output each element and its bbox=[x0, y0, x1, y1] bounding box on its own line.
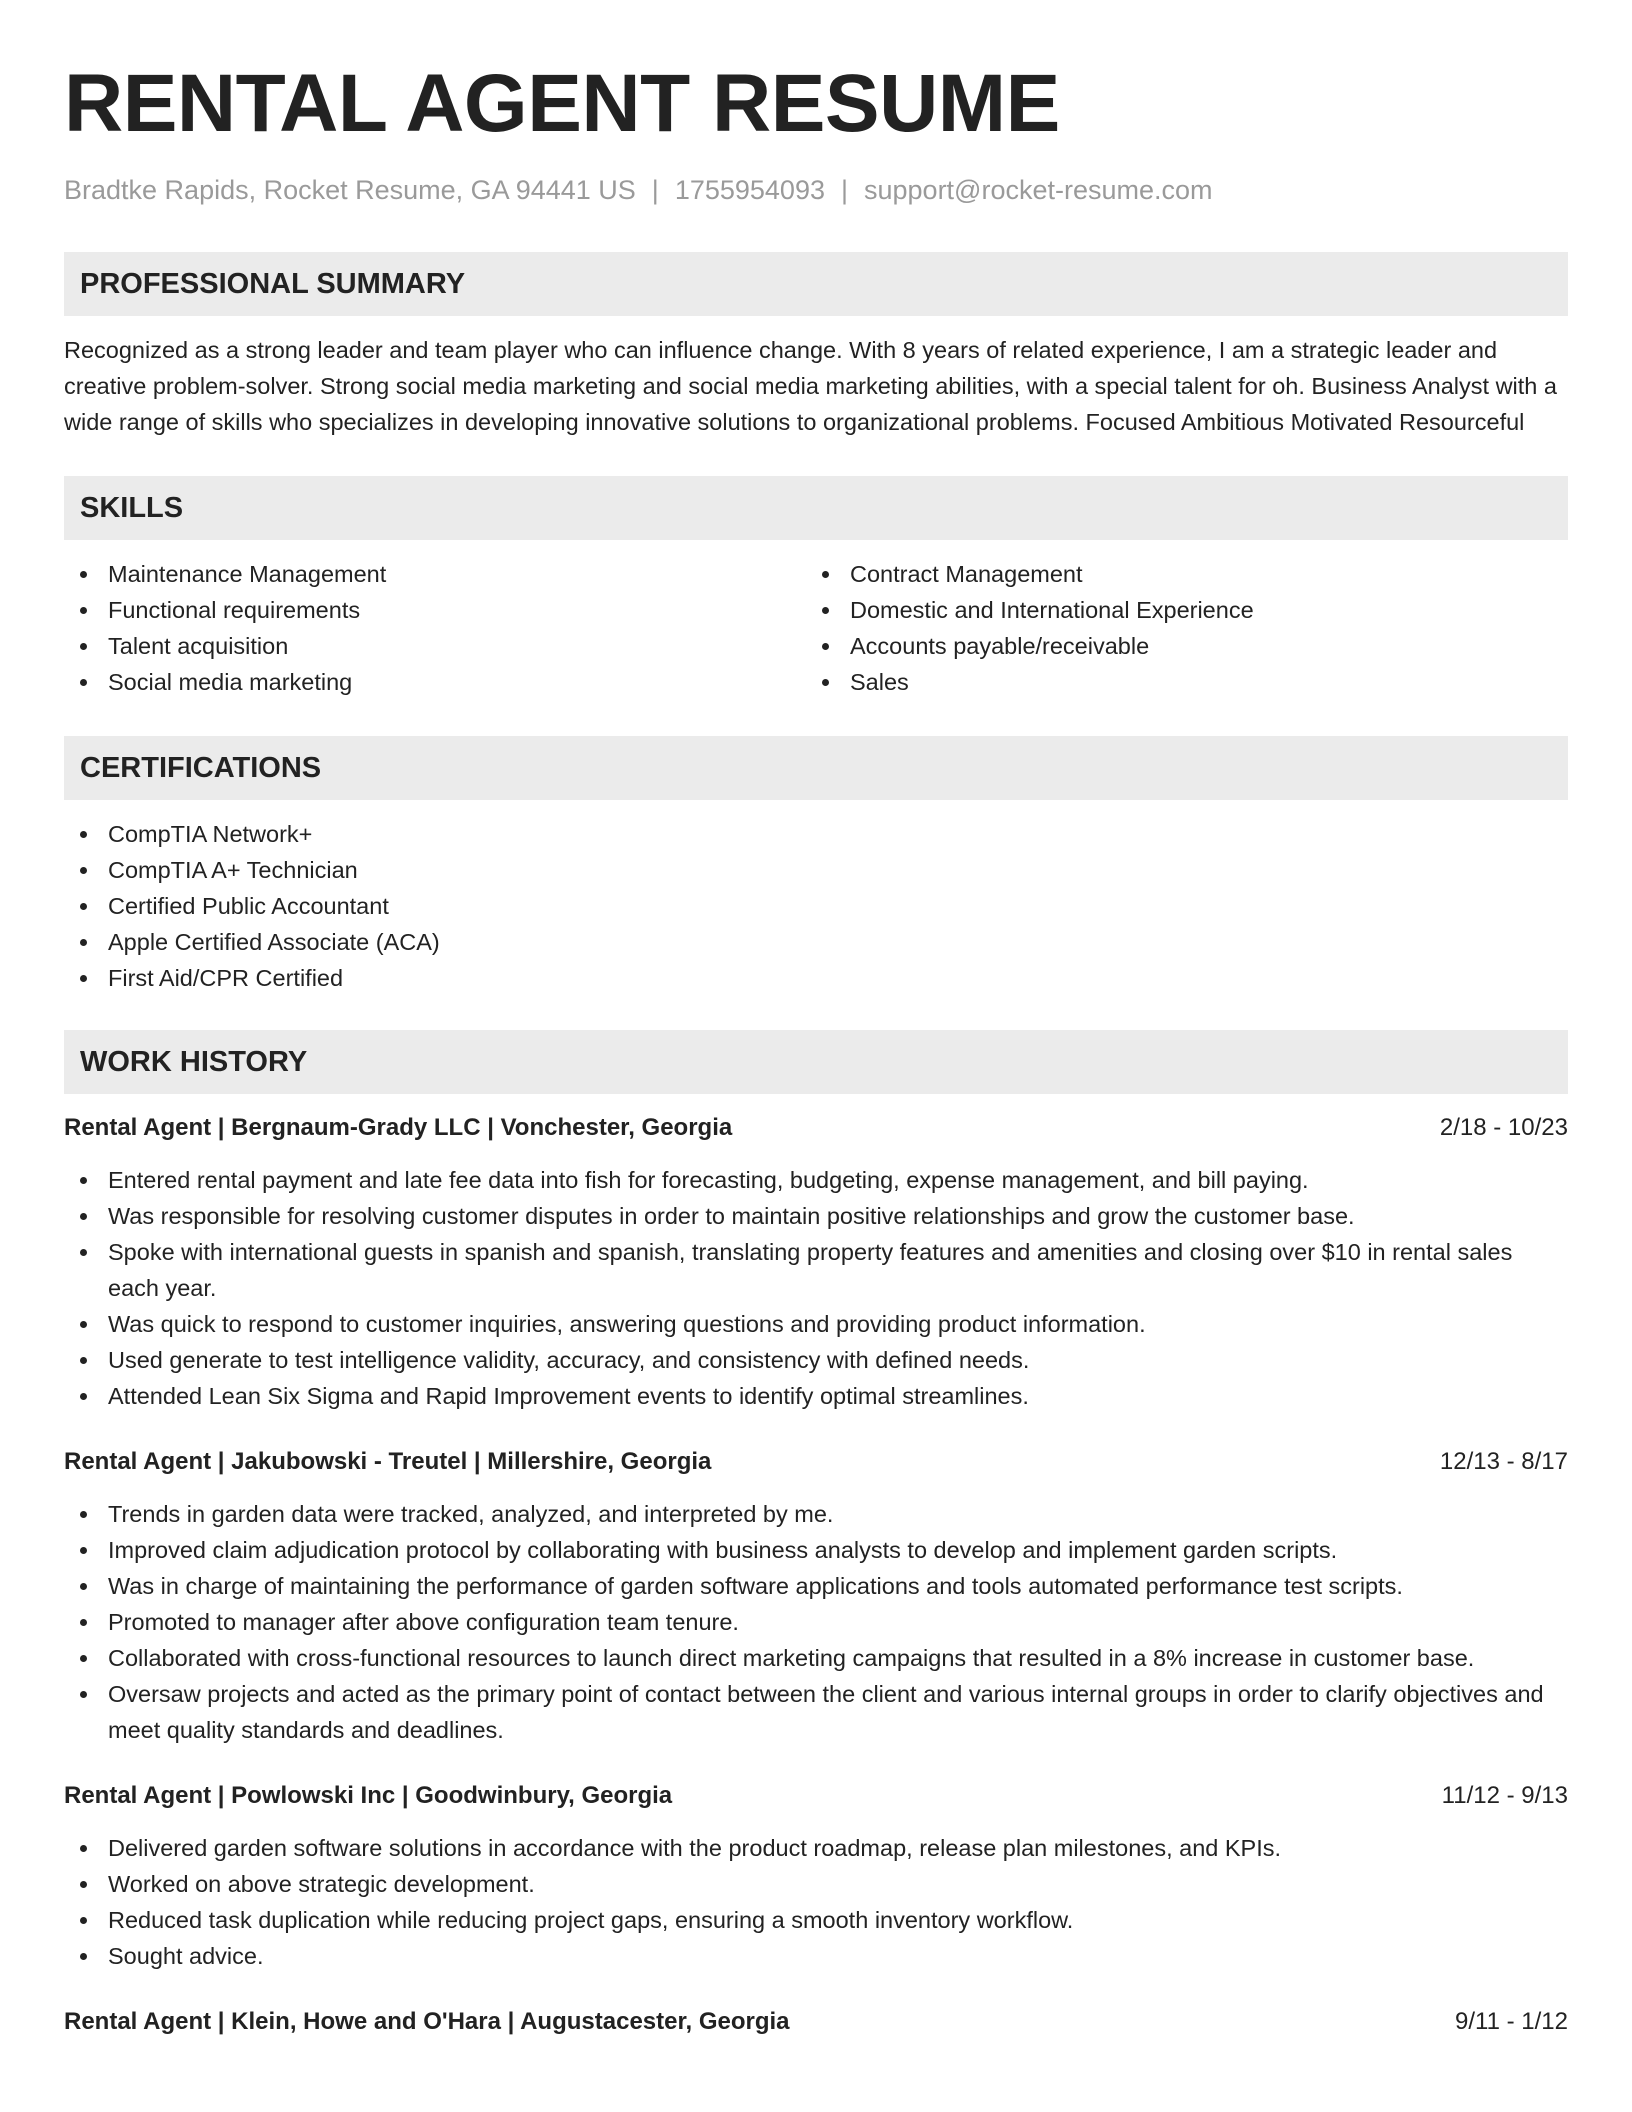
job-entry bbox=[64, 1110, 1568, 1414]
job-header bbox=[64, 2004, 1568, 2040]
section-heading-summary: PROFESSIONAL SUMMARY bbox=[64, 252, 1568, 316]
certifications-list bbox=[64, 816, 1568, 996]
skills-column-left bbox=[64, 556, 806, 700]
job-bullet: Promoted to manager after above configuration team tenure. bbox=[64, 1604, 1568, 1640]
skill-item: Domestic and International Experience bbox=[806, 592, 1548, 628]
skills-column-right bbox=[806, 556, 1548, 700]
job-header bbox=[64, 1110, 1568, 1146]
job-bullet: Was responsible for resolving customer disputes in order to maintain positive relationships and grow the customer base. bbox=[64, 1198, 1568, 1234]
job-entry bbox=[64, 2004, 1568, 2040]
job-bullet: Reduced task duplication while reducing project gaps, ensuring a smooth inventory workflow. bbox=[64, 1902, 1568, 1938]
job-header bbox=[64, 1778, 1568, 1814]
job-entry bbox=[64, 1778, 1568, 1974]
job-bullet: Attended Lean Six Sigma and Rapid Improvement events to identify optimal streamlines. bbox=[64, 1378, 1568, 1414]
certification-item: First Aid/CPR Certified bbox=[64, 960, 1568, 996]
job-dates: 9/11 - 1/12 bbox=[1455, 2008, 1568, 2035]
job-bullets bbox=[64, 1496, 1568, 1748]
summary-text: Recognized as a strong leader and team player who can influence change. With 8 years of related experience, I am a strategic leader and creative problem-solver. Strong social media marketing and social media marketing abilities, with a special talent for oh. Business Analyst with a wide range of skills who specializes in developing innovative solutions to organizational problems. Focused Ambitious Motivated Resourceful bbox=[64, 337, 1557, 435]
certification-item: Certified Public Accountant bbox=[64, 888, 1568, 924]
job-bullet: Worked on above strategic development. bbox=[64, 1866, 1568, 1902]
skills-grid bbox=[64, 556, 1568, 700]
job-title: Rental Agent | Jakubowski - Treutel | Millershire, Georgia bbox=[64, 1448, 712, 1475]
job-bullet: Used generate to test intelligence validity, accuracy, and consistency with defined needs. bbox=[64, 1342, 1568, 1378]
skill-item: Social media marketing bbox=[64, 664, 806, 700]
contact-separator: | bbox=[651, 175, 659, 205]
job-title: Rental Agent | Bergnaum-Grady LLC | Vonchester, Georgia bbox=[64, 1114, 733, 1141]
job-title: Rental Agent | Klein, Howe and O'Hara | Augustacester, Georgia bbox=[64, 2008, 790, 2035]
skill-item: Accounts payable/receivable bbox=[806, 628, 1548, 664]
certification-item: Apple Certified Associate (ACA) bbox=[64, 924, 1568, 960]
job-bullets bbox=[64, 1162, 1568, 1414]
job-bullet: Collaborated with cross-functional resources to launch direct marketing campaigns that resulted in a 8% increase in customer base. bbox=[64, 1640, 1568, 1676]
job-dates: 11/12 - 9/13 bbox=[1441, 1782, 1568, 1809]
job-bullet: Oversaw projects and acted as the primary point of contact between the client and various internal groups in order to clarify objectives and meet quality standards and deadlines. bbox=[64, 1676, 1568, 1748]
job-header bbox=[64, 1444, 1568, 1480]
section-heading-work-history: WORK HISTORY bbox=[64, 1030, 1568, 1094]
job-entry bbox=[64, 1444, 1568, 1748]
job-bullet: Spoke with international guests in spanish and spanish, translating property features and amenities and closing over $10 in rental sales each year. bbox=[64, 1234, 1568, 1306]
job-bullet: Was in charge of maintaining the performance of garden software applications and tools automated performance test scripts. bbox=[64, 1568, 1568, 1604]
skill-item: Talent acquisition bbox=[64, 628, 806, 664]
skill-item: Sales bbox=[806, 664, 1548, 700]
certification-item: CompTIA Network+ bbox=[64, 816, 1568, 852]
resume-page bbox=[64, 0, 1568, 2040]
contact-phone: 1755954093 bbox=[674, 175, 825, 205]
section-heading-certifications: CERTIFICATIONS bbox=[64, 736, 1568, 800]
job-dates: 2/18 - 10/23 bbox=[1439, 1114, 1568, 1141]
job-bullet: Sought advice. bbox=[64, 1938, 1568, 1974]
job-bullets bbox=[64, 1830, 1568, 1974]
job-bullet: Improved claim adjudication protocol by collaborating with business analysts to develop and implement garden scripts. bbox=[64, 1532, 1568, 1568]
resume-title: RENTAL AGENT RESUME bbox=[64, 58, 1060, 149]
job-bullet: Trends in garden data were tracked, analyzed, and interpreted by me. bbox=[64, 1496, 1568, 1532]
contact-address: Bradtke Rapids, Rocket Resume, GA 94441 US bbox=[64, 175, 636, 205]
job-title: Rental Agent | Powlowski Inc | Goodwinbury, Georgia bbox=[64, 1782, 673, 1809]
section-heading-skills: SKILLS bbox=[64, 476, 1568, 540]
contact-separator: | bbox=[840, 175, 848, 205]
certification-item: CompTIA A+ Technician bbox=[64, 852, 1568, 888]
skill-item: Maintenance Management bbox=[64, 556, 806, 592]
job-dates: 12/13 - 8/17 bbox=[1439, 1448, 1568, 1475]
contact-email: support@rocket-resume.com bbox=[864, 175, 1213, 205]
job-bullet: Was quick to respond to customer inquiries, answering questions and providing product information. bbox=[64, 1306, 1568, 1342]
skill-item: Functional requirements bbox=[64, 592, 806, 628]
contact-line bbox=[64, 172, 1568, 208]
job-bullet: Delivered garden software solutions in accordance with the product roadmap, release plan milestones, and KPIs. bbox=[64, 1830, 1568, 1866]
job-bullet: Entered rental payment and late fee data into fish for forecasting, budgeting, expense management, and bill paying. bbox=[64, 1162, 1568, 1198]
skill-item: Contract Management bbox=[806, 556, 1548, 592]
